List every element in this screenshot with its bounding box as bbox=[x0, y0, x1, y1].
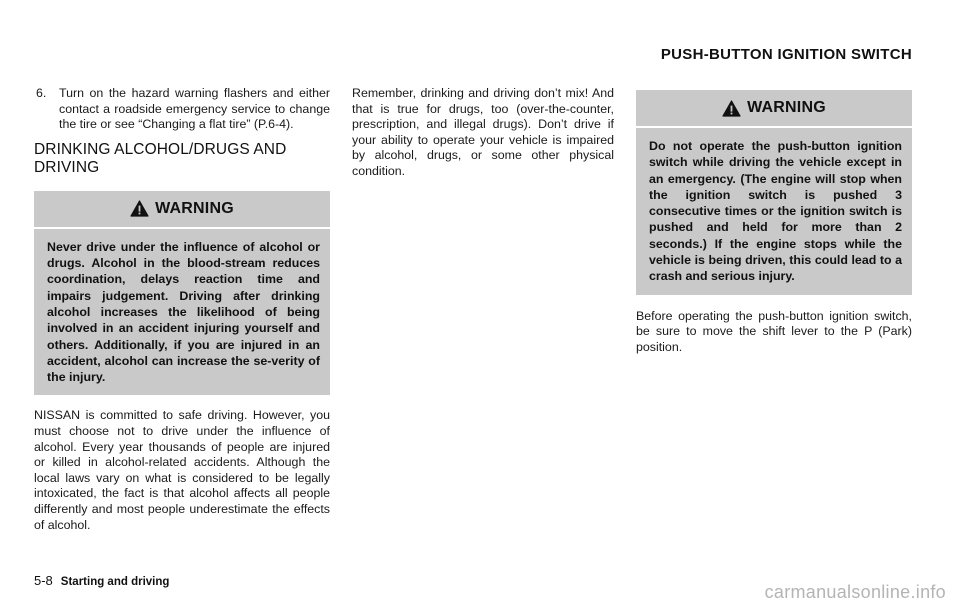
warning-title: WARNING bbox=[155, 199, 234, 217]
footer-section-title: Starting and driving bbox=[60, 576, 170, 588]
warning-box-alcohol bbox=[34, 191, 330, 396]
paragraph-alcohol: NISSAN is committed to safe driving. However, you must choose not to drive under the influence of alcohol. Every year thousands of people are injured or killed in alcohol-related accidents. Although the local laws vary on what is considered to be legally intoxicated, the fact is that alcohol affects all people differently and most people underestimate the effects of alcohol. bbox=[34, 408, 330, 532]
warning-header bbox=[636, 90, 912, 128]
warning-body: Never drive under the influence of alcohol or drugs. Alcohol in the blood-stream reduces coordination, delays reaction time and impairs judgement. Driving after drinking alcohol increases the likelihood of being involved in an accident injuring yourself and others. Additionally, if you are injured in an accident, alcohol can increase the se-verity of the injury. bbox=[47, 239, 320, 385]
warning-triangle-icon bbox=[722, 100, 741, 117]
warning-title: WARNING bbox=[747, 99, 826, 117]
step-text: Turn on the hazard warning flashers and either contact a roadside emergency service to change the tire or see “Changing a flat tire” (P.6-4). bbox=[59, 86, 330, 132]
column-middle bbox=[352, 86, 614, 180]
step-item bbox=[36, 86, 330, 133]
column-right bbox=[636, 90, 912, 355]
warning-box-ignition bbox=[636, 90, 912, 295]
page-number: 5-8 bbox=[34, 573, 53, 588]
step-number: 6. bbox=[36, 86, 47, 100]
warning-body: Do not operate the push-button ignition switch while driving the vehicle except in an emergency. (The engine will stop when the ignition switch is pushed 3 consecutive times or the ignition switch is pushed and held for more than 2 seconds.) If the engine stops while the vehicle is being driven, this could lead to a crash and serious injury. bbox=[649, 139, 902, 284]
section-heading-alcohol: DRINKING ALCOHOL/DRUGS AND DRIVING bbox=[34, 140, 287, 176]
warning-header bbox=[34, 191, 330, 229]
page-footer bbox=[34, 573, 169, 588]
paragraph-ignition: Before operating the push-button ignition switch, be sure to move the shift lever to the P (Park) position. bbox=[636, 308, 912, 354]
warning-triangle-icon bbox=[130, 200, 149, 217]
section-title-push-button-ignition: PUSH-BUTTON IGNITION SWITCH bbox=[660, 46, 912, 63]
paragraph-drugs: Remember, drinking and driving don’t mix! And that is true for drugs, too (over-the-counter, prescription, and illegal drugs). Don’t drive if your ability to operate your vehicle is impaired by alcohol, drugs, or some other physical condition. bbox=[352, 86, 614, 178]
column-left bbox=[34, 86, 330, 533]
watermark: carmanualsonline.info bbox=[764, 582, 946, 602]
